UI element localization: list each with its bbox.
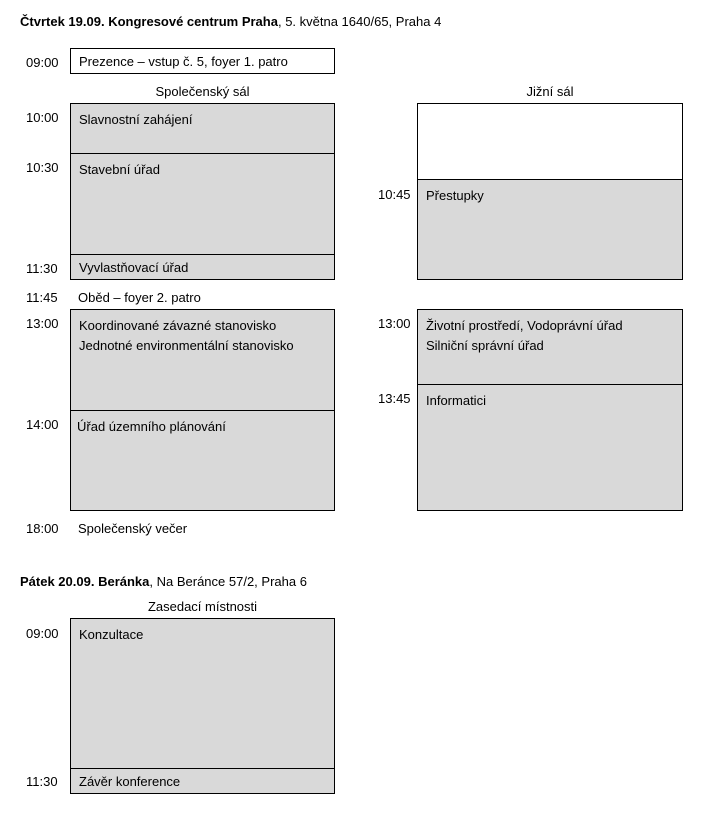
session-time: 13:00 [26, 316, 59, 331]
session-label: Úřad územního plánování [77, 419, 226, 434]
session-time: 11:30 [26, 774, 58, 789]
day2-venue: Beránka [98, 574, 150, 589]
day2-address: , Na Beránce 57/2, Praha 6 [149, 574, 307, 589]
session-time: 10:00 [26, 110, 59, 125]
session-box-offences [417, 179, 683, 280]
day2-date: Pátek 20.09. [20, 574, 95, 589]
evening-time: 18:00 [26, 521, 59, 536]
session-time: 10:45 [378, 187, 411, 202]
day2-heading [20, 574, 307, 590]
session-label: Konzultace [79, 627, 144, 642]
session-box-expropriation [70, 254, 335, 280]
session-label: Stavební úřad [79, 162, 160, 177]
day1-venue: Kongresové centrum Praha [108, 14, 278, 29]
evening-label: Společenský večer [78, 521, 188, 536]
session-label: Přestupky [426, 188, 484, 203]
session-box-opening [70, 103, 335, 155]
lunch-label: Oběd – foyer 2. patro [78, 290, 201, 305]
session-box-planning-office [70, 410, 335, 511]
session-label-secondary: Silniční správní úřad [426, 338, 544, 353]
session-time: 11:30 [26, 261, 58, 276]
session-label: Koordinované závazné stanovisko [79, 318, 277, 333]
empty-slot-box [417, 103, 683, 181]
registration-time: 09:00 [26, 55, 59, 70]
room-heading-right: Jižní sál [526, 84, 574, 99]
session-time: 09:00 [26, 626, 59, 641]
session-label: Vyvlastňovací úřad [79, 260, 189, 275]
day1-date: Čtvrtek 19.09. [20, 14, 105, 29]
room-heading-meeting: Zasedací místnosti [147, 599, 258, 614]
session-label: Životní prostředí, Vodoprávní úřad [426, 318, 623, 333]
session-box-closing [70, 768, 335, 794]
session-time: 13:45 [378, 391, 411, 406]
session-label: Informatici [426, 393, 486, 408]
session-box-building-office [70, 153, 335, 256]
session-time: 10:30 [26, 160, 59, 175]
session-label: Závěr konference [79, 774, 181, 789]
session-box-consultation [70, 618, 335, 770]
day1-heading [20, 14, 441, 30]
session-label-secondary: Jednotné environmentální stanovisko [79, 338, 294, 353]
day1-address: , 5. května 1640/65, Praha 4 [277, 14, 442, 29]
session-box-it [417, 384, 683, 511]
session-time: 13:00 [378, 316, 411, 331]
session-time: 14:00 [26, 417, 59, 432]
room-heading-left: Společenský sál [155, 84, 250, 99]
lunch-time: 11:45 [26, 290, 58, 305]
session-box-environment [417, 309, 683, 386]
session-label: Slavnostní zahájení [79, 112, 193, 127]
registration-box [70, 48, 335, 74]
session-box-coordinated-opinion [70, 309, 335, 412]
registration-label: Prezence – vstup č. 5, foyer 1. patro [79, 54, 288, 69]
